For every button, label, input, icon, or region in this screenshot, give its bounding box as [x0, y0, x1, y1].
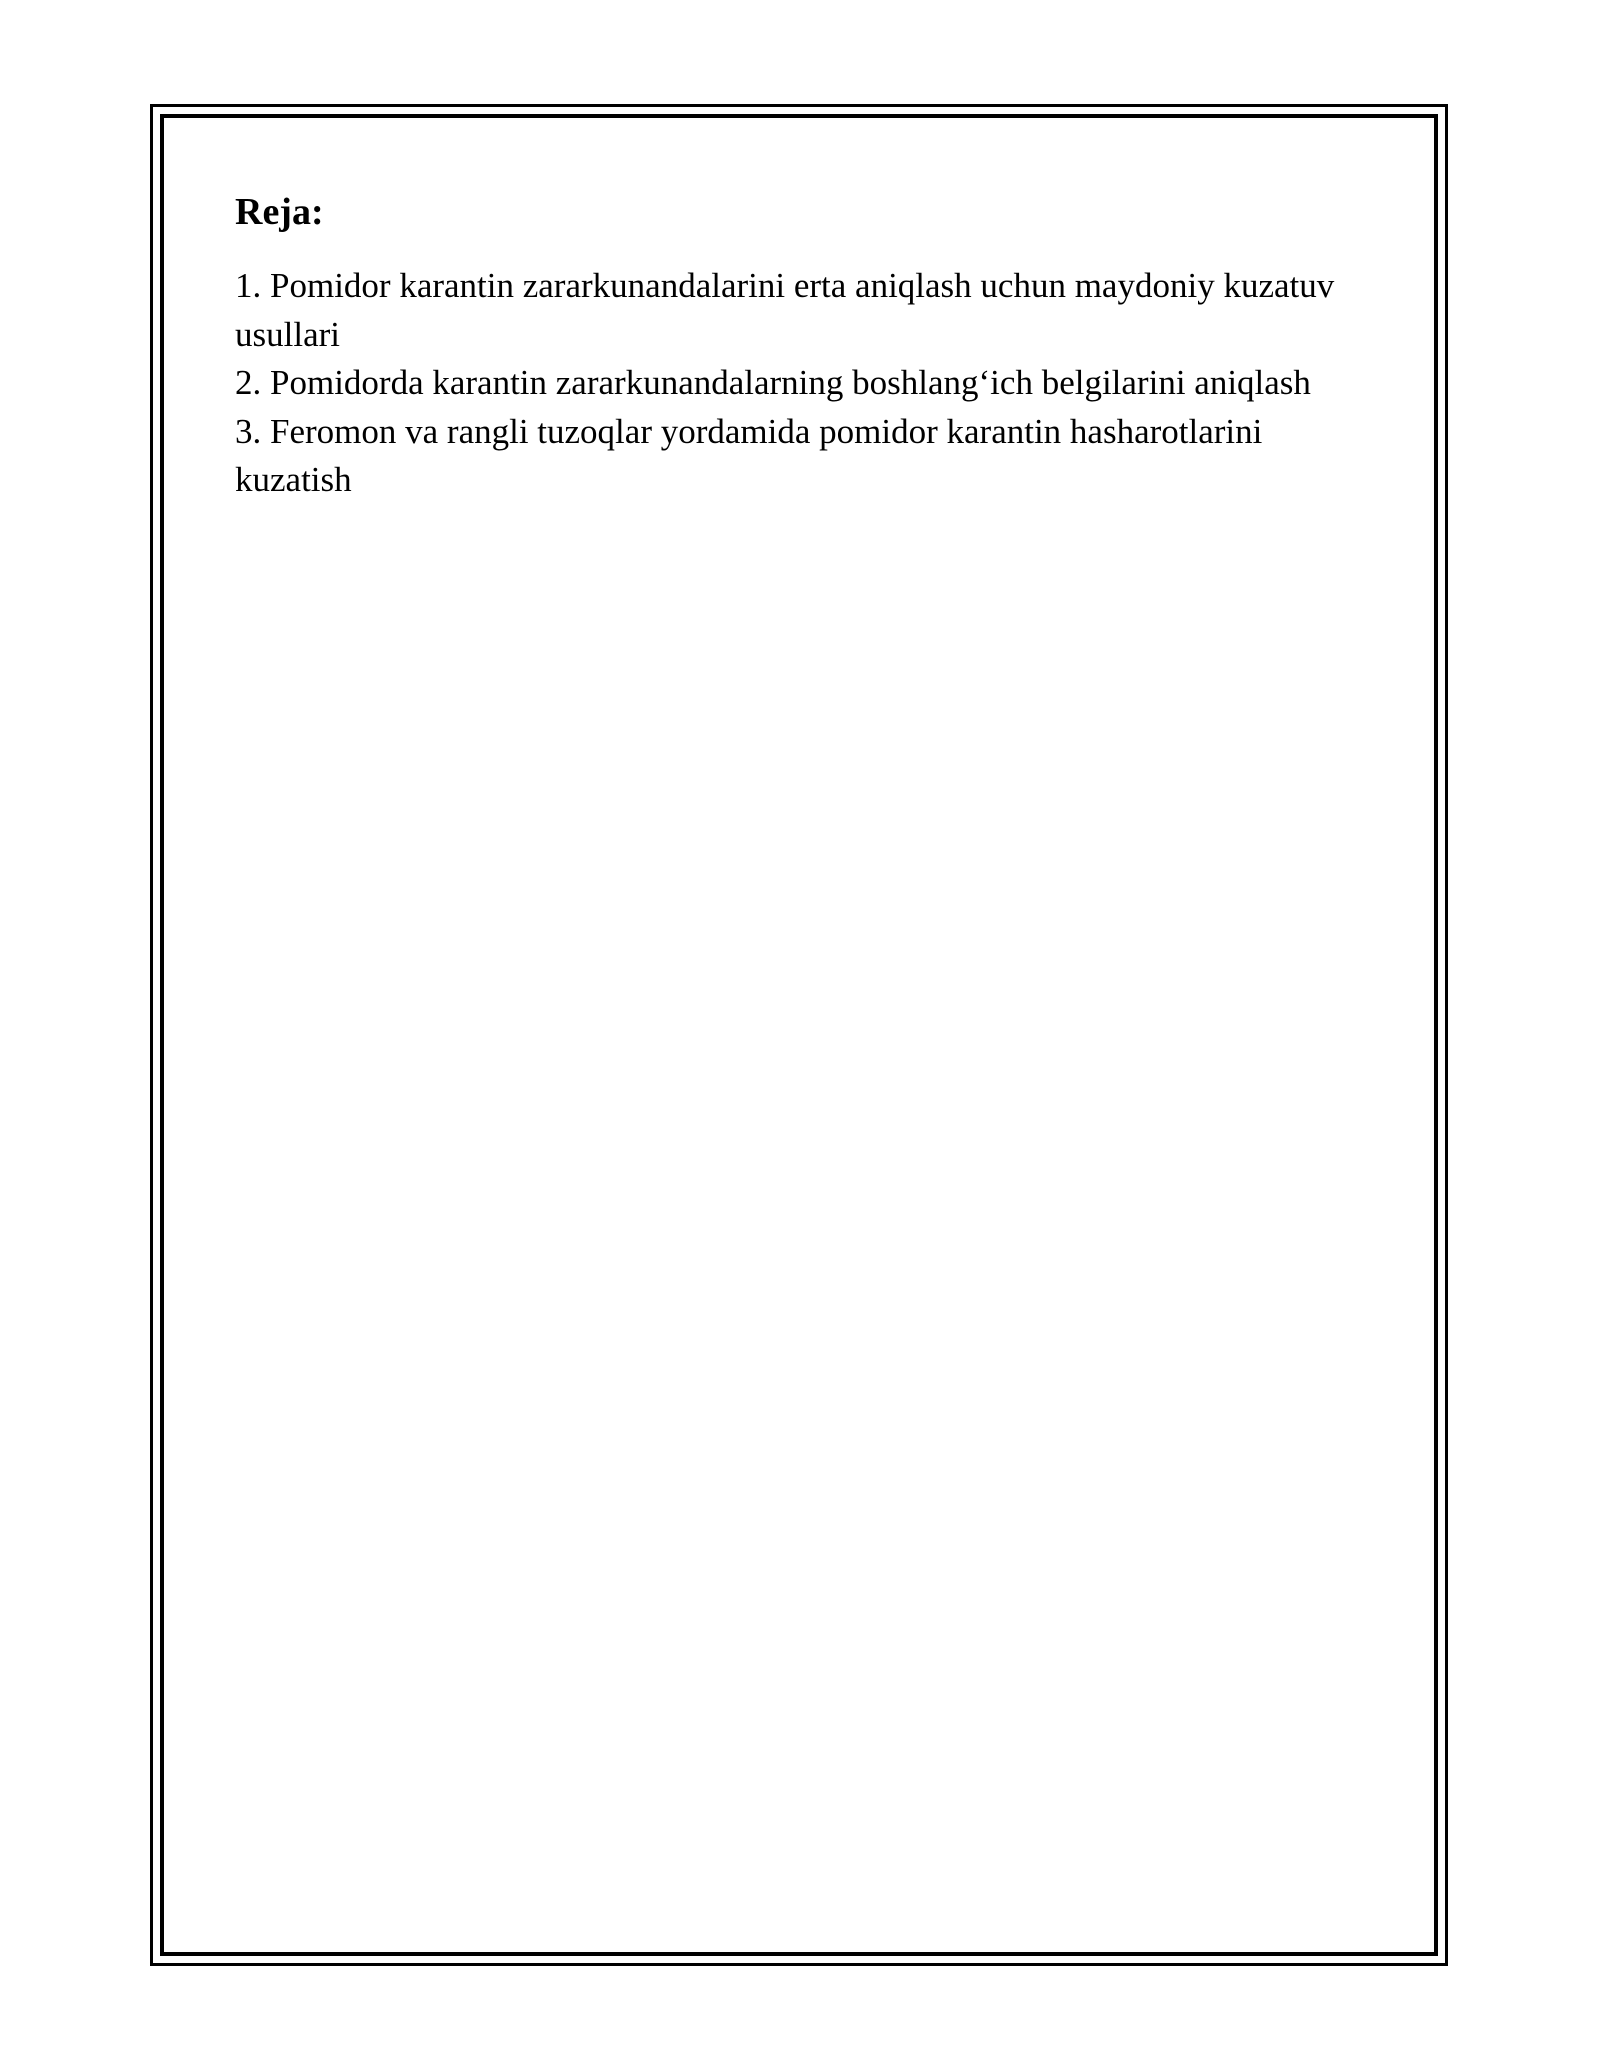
plan-item-1: 1. Pomidor karantin zararkunandalarini erta aniqlash uchun maydoniy kuzatuv usullari: [235, 266, 1335, 354]
plan-list: [235, 262, 1375, 505]
document-body: [235, 186, 1375, 505]
plan-heading: Reja:: [235, 191, 324, 233]
plan-item-3: 3. Feromon va rangli tuzoqlar yordamida pomidor karantin hasharotlarini kuzatish: [235, 411, 1263, 499]
plan-item-2: 2. Pomidorda karantin zararkunandalarning boshlang‘ich belgilarini aniqlash: [235, 363, 1311, 402]
